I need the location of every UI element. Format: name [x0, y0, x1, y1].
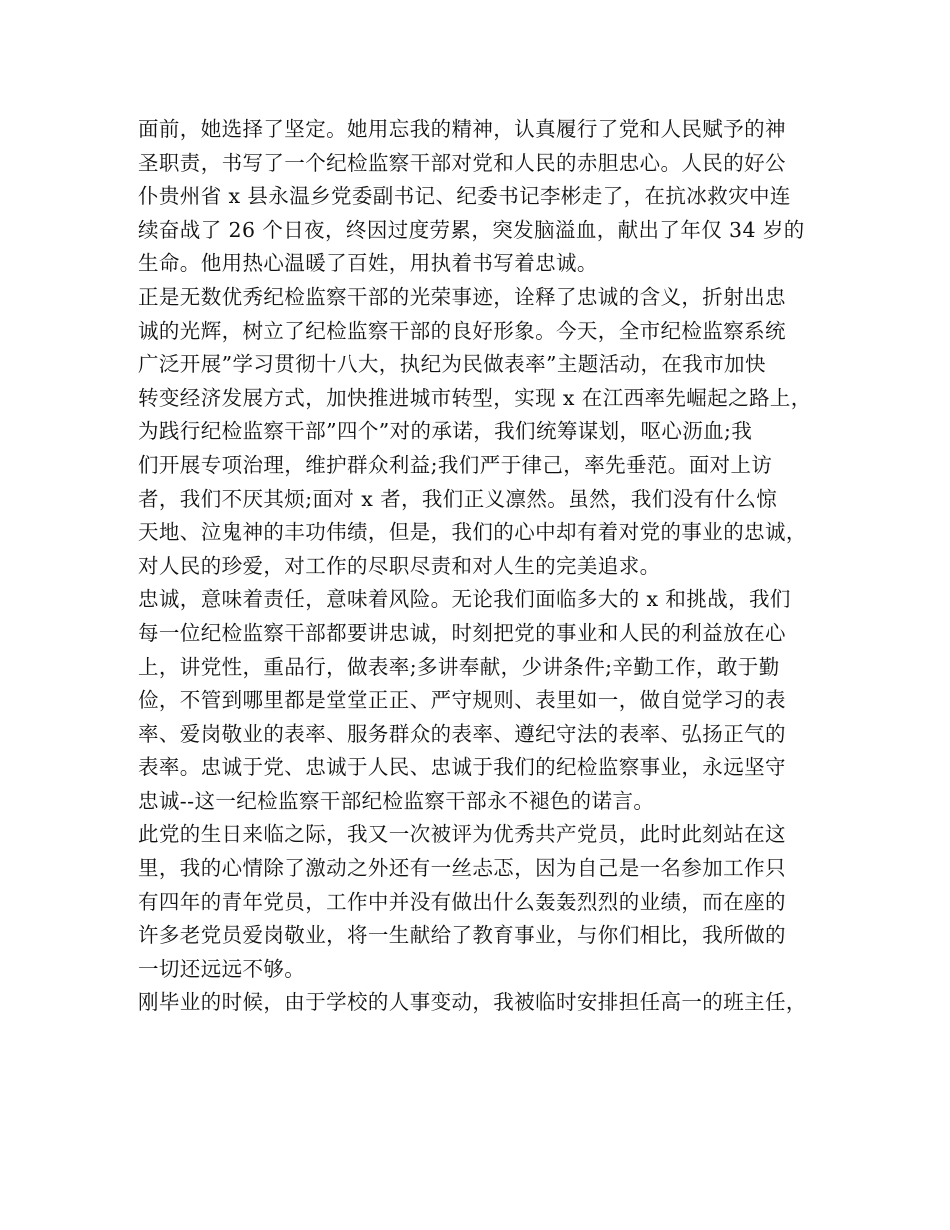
text-line: 转变经济发展方式，加快推进城市转型，实现 x 在江西率先崛起之路上，: [138, 385, 812, 410]
text-line: 诚的光辉，树立了纪检监察干部的良好形象。今天，全市纪检监察系统: [138, 318, 786, 343]
text-line: 生命。他用热心温暖了百姓，用执着书写着忠诚。: [138, 251, 598, 276]
text-line: 正是无数优秀纪检监察干部的光荣事迹，诠释了忠诚的含义，折射出忠: [138, 284, 786, 309]
text-line: 许多老党员爱岗敬业，将一生献给了教育事业，与你们相比，我所做的: [138, 923, 786, 948]
text-line: 上，讲党性，重品行，做表率;多讲奉献，少讲条件;辛勤工作，敢于勤: [138, 654, 780, 679]
text-line: 里，我的心情除了激动之外还有一丝忐忑，因为自己是一名参加工作只: [138, 856, 786, 881]
text-line: 忠诚，意味着责任，意味着风险。无论我们面临多大的 x 和挑战，我们: [138, 587, 791, 612]
text-line: 此党的生日来临之际，我又一次被评为优秀共产党员，此时此刻站在这: [138, 822, 786, 847]
text-line: 面前，她选择了坚定。她用忘我的精神，认真履行了党和人民赋予的神: [138, 117, 786, 141]
text-line: 们开展专项治理，维护群众利益;我们严于律己，率先垂范。面对上访: [138, 452, 773, 477]
text-line: 对人民的珍爱，对工作的尽职尽责和对人生的完美追求。: [138, 553, 661, 578]
text-line: 仆贵州省 x 县永温乡党委副书记、纪委书记李彬走了，在抗冰救灾中连: [138, 184, 791, 209]
text-line: 为践行纪检监察干部”四个”对的承诺，我们统筹谋划，呕心沥血;我: [138, 419, 753, 444]
text-line: 圣职责，书写了一个纪检监察干部对党和人民的赤胆忠心。人民的好公: [138, 150, 786, 175]
text-line: 一切还远远不够。: [138, 956, 306, 981]
text-line: 者，我们不厌其烦;面对 x 者，我们正义凛然。虽然，我们没有什么惊: [138, 486, 778, 511]
text-line: 俭，不管到哪里都是堂堂正正、严守规则、表里如一，做自觉学习的表: [138, 688, 786, 713]
text-line: 表率。忠诚于党、忠诚于人民、忠诚于我们的纪检监察事业，永远坚守: [138, 755, 786, 780]
text-line: 天地、泣鬼神的丰功伟绩，但是，我们的心中却有着对党的事业的忠诚，: [138, 520, 807, 545]
text-line: 有四年的青年党员，工作中并没有做出什么轰轰烈烈的业绩，而在座的: [138, 889, 786, 914]
document-body: [138, 113, 828, 1020]
text-line: 广泛开展”学习贯彻十八大，执纪为民做表率”主题活动，在我市加快: [138, 352, 766, 377]
text-line: 刚毕业的时候，由于学校的人事变动，我被临时安排担任高一的班主任，: [138, 990, 807, 1015]
text-line: 续奋战了 26 个日夜，终因过度劳累，突发脑溢血，献出了年仅 34 岁的: [138, 217, 805, 242]
text-line: 率、爱岗敬业的表率、服务群众的表率、遵纪守法的表率、弘扬正气的: [138, 721, 786, 746]
text-line: 忠诚--这一纪检监察干部纪检监察干部永不褪色的诺言。: [138, 788, 655, 813]
text-line: 每一位纪检监察干部都要讲忠诚，时刻把党的事业和人民的利益放在心: [138, 620, 786, 645]
